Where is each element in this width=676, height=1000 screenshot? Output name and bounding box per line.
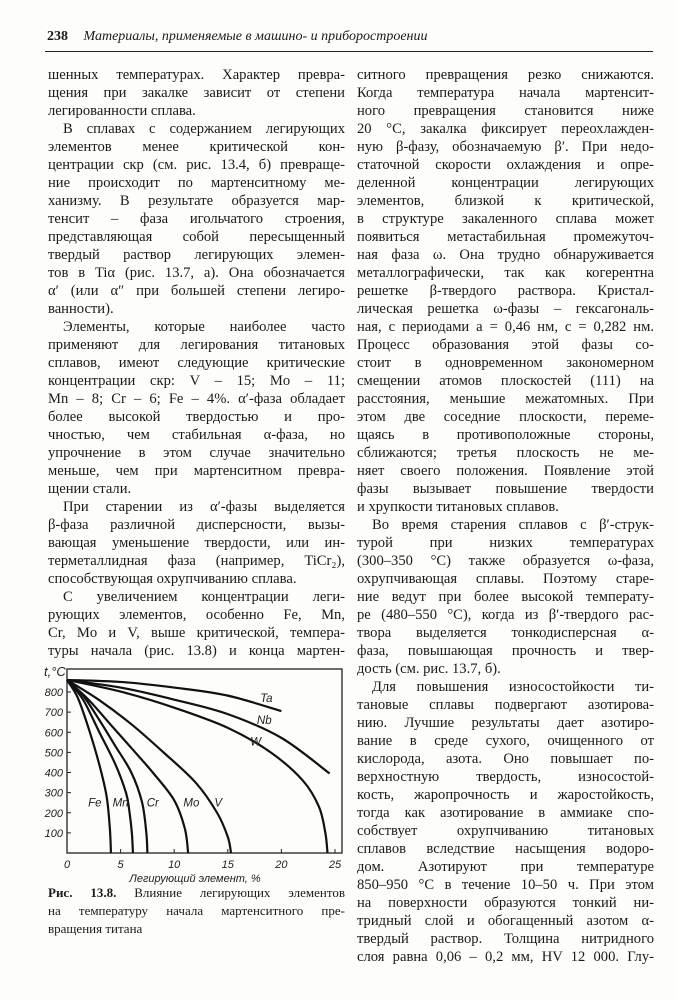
text-line: ванности).	[48, 301, 114, 317]
x-tick-label: 20	[275, 859, 288, 871]
paragraph	[48, 318, 345, 498]
text-line: β-фаза различной дисперсности, вызы-	[48, 517, 345, 533]
text-line: Когда температура начала мартенсит-	[357, 85, 654, 101]
text-line: С увеличением концентрации леги-	[63, 589, 345, 605]
left-text-column	[48, 66, 345, 660]
text-line: тогда как азотирование в аммиаке спо-	[357, 805, 654, 821]
text-line: 850–950 °C в течение 10–50 ч. При этом	[357, 877, 654, 893]
text-line: Элементы, которые наиболее часто	[63, 319, 345, 335]
text-line: 20 °C, закалка фиксирует переохлажден-	[357, 121, 654, 137]
text-line: щения при закалке зависит от степени	[48, 85, 345, 101]
text-line: ре (480–550 °C), когда из β′-твердого рас-	[357, 607, 654, 623]
text-line: сплавов, имеют следующие критические	[48, 355, 345, 371]
y-tick-label: 300	[44, 787, 63, 800]
text-line: тов в Tiα (рис. 13.7, а). Она обозначается	[48, 265, 345, 281]
text-line: ного превращения становится ниже	[357, 103, 654, 119]
text-line: металлографически, так как когерентна	[357, 265, 654, 281]
text-line: ситного превращения резко снижаются.	[357, 67, 654, 83]
text-line: ная, с периодами a = 0,46 нм, c = 0,282 нм.	[357, 319, 654, 335]
text-line: (300–350 °C) также образуется ω-фаза,	[357, 553, 654, 569]
text-line: меньше, чем при мартенситном превра-	[48, 463, 345, 479]
y-tick-label: 800	[44, 687, 63, 699]
text-line: терметаллидная фаза (например, TiCr₂),	[48, 553, 345, 569]
text-line: щаясь в противоположные стороны,	[357, 427, 654, 443]
text-line: представляющая собой пересыщенный	[48, 229, 345, 245]
text-line: туры начала (рис. 13.8) и конца мартен-	[48, 643, 345, 659]
curve-label-v: V	[214, 797, 222, 810]
figure-13-8-chart	[40, 660, 350, 885]
curve-label-fe: Fe	[88, 797, 102, 810]
paragraph	[48, 588, 345, 660]
text-line: ную β-фазу, обозначаемую β′. При недо-	[357, 139, 654, 155]
header-rule	[45, 51, 653, 52]
curve-label-w: W	[250, 736, 262, 749]
x-tick-label: 25	[328, 859, 342, 871]
caption-text: Влияние легирующих элементов	[134, 885, 345, 900]
text-line: тенсит – фаза игольчатого строения,	[48, 211, 345, 227]
curve-label-mn: Mn	[112, 797, 129, 810]
text-line: Для повышения износостойкости ти-	[372, 679, 654, 695]
curve-nb	[67, 680, 330, 774]
text-line: упрочнение в этом случае значительно	[48, 445, 345, 461]
text-line: твердый раствор легирующих элемен-	[48, 247, 345, 263]
text-line: собствует охрупчиванию титановых	[357, 823, 654, 839]
y-tick-label: 600	[44, 727, 63, 740]
text-line: легированности сплава.	[48, 103, 196, 119]
text-line: способствующая охрупчиванию сплава.	[48, 571, 297, 587]
text-line: этом две соседние плоскости, переме-	[357, 409, 654, 425]
text-line: концентрации cкр: V – 15; Mo – 11;	[48, 373, 345, 389]
text-line: нию. Лучшие результаты дает азотиро-	[357, 715, 654, 731]
paragraph	[357, 678, 654, 966]
curve-label-mo: Mo	[183, 797, 200, 810]
text-line: фазы вызывает повышение твердости	[357, 481, 654, 497]
figure-caption	[48, 884, 345, 938]
curve-label-ta: Ta	[260, 693, 273, 706]
text-line: α′ (или α″ при большей степени легиро-	[48, 283, 345, 299]
curve-fe	[67, 680, 111, 853]
text-line: сплавов вследствие насыщения водоро-	[357, 841, 654, 857]
text-line: решетке β-твердого раствора. Кристал-	[357, 283, 654, 299]
text-line: тановые сплавы подвергают азотирова-	[357, 697, 654, 713]
text-line: твердый раствор. Толщина нитридного	[357, 931, 654, 947]
text-line: деленной концентрации легирующих	[357, 175, 654, 191]
curve-label-cr: Cr	[146, 797, 159, 810]
text-line: применяют для легирования титановых	[48, 337, 345, 353]
y-tick-label: 500	[44, 747, 63, 760]
text-line: охрупчивающая сплавы. Поэтому старе-	[357, 571, 654, 587]
text-line: В сплавах с содержанием легирующих	[63, 121, 345, 137]
text-line: смещении атомов плоскостей (111) на	[357, 373, 654, 389]
y-tick-label: 200	[44, 807, 63, 820]
text-line: слоя равна 0,06 – 0,2 мм, HV 12 000. Глу-	[357, 949, 654, 965]
text-line: верхностную твердость, износостой-	[357, 769, 654, 785]
paragraph	[48, 66, 345, 120]
x-axis-label: Легирующий элемент, %	[129, 873, 261, 885]
text-line: щении стали.	[48, 481, 132, 497]
text-line: ная фаза ω. Она трудно обнаруживается	[357, 247, 654, 263]
text-line: и хрупкости титановых сплавов.	[357, 499, 559, 515]
paragraph	[357, 516, 654, 678]
text-line: Процесс образования этой фазы со-	[357, 337, 654, 353]
text-line: появиться метастабильная промежуточ-	[357, 229, 654, 245]
text-line: твора выделяется тонкодисперсная α-	[357, 625, 654, 641]
curve-label-nb: Nb	[256, 715, 272, 728]
x-tick-label: 10	[168, 859, 181, 871]
text-line: ние происходит по мартенситному ме-	[48, 175, 345, 191]
y-tick-label: 700	[44, 707, 63, 720]
paragraph	[48, 120, 345, 318]
y-tick-label: 100	[44, 827, 63, 840]
x-tick-label: 0	[63, 859, 71, 871]
page-header	[47, 29, 428, 45]
text-line: кислорода, азота. Оно повышает по-	[357, 751, 654, 767]
x-tick-label: 5	[117, 859, 124, 871]
text-line: кость, жаропрочность и жаростойкость,	[357, 787, 654, 803]
text-line: турой при низких температурах	[357, 535, 654, 551]
text-line: Mn – 8; Cr – 6; Fe – 4%. α′-фаза обладает	[48, 391, 345, 407]
text-line: в структуре закаленного сплава может	[357, 211, 654, 227]
paragraph	[357, 66, 654, 516]
text-line: сближаются; третья плоскость не ме-	[357, 445, 654, 461]
text-line: Во время старения сплавов с β′-струк-	[372, 517, 654, 533]
caption-line: вращения титана	[48, 921, 143, 936]
text-line: При старении из α′-фазы выделяется	[63, 499, 345, 515]
text-line: центрации cкр (см. рис. 13.4, б) превраще-	[48, 157, 345, 173]
caption-line: на температуру начала мартенситного пре-	[48, 903, 345, 918]
text-line: шенных температурах. Характер превра-	[48, 67, 345, 83]
text-line: ние ведут при более высокой температу-	[357, 589, 654, 605]
text-line: стоит в одновременном закономерном	[357, 355, 654, 371]
text-line: элементов менее критической кон-	[48, 139, 345, 155]
paragraph	[48, 498, 345, 588]
text-line: фаза, повышающая прочность и твер-	[357, 643, 654, 659]
text-line: ханизму. В результате образуется мар-	[48, 193, 345, 209]
text-line: более высокой твердостью и про-	[48, 409, 345, 425]
text-line: вающая уменьшение твердости, или ин-	[48, 535, 345, 551]
text-line: дость (см. рис. 13.7, б).	[357, 661, 501, 677]
text-line: расстояния, меньшие межатомных. При	[357, 391, 654, 407]
text-line: вание в среде сухого, очищенного от	[357, 733, 654, 749]
text-line: лическая решетка ω-фазы – гексагональ-	[357, 301, 654, 317]
caption-line	[48, 884, 345, 902]
text-line: тридный слой и обогащенный азотом α-	[357, 913, 654, 929]
text-line: статочной скорости охлаждения и опре-	[357, 157, 654, 173]
text-line: рующих элементов, особенно Fe, Mn,	[48, 607, 345, 623]
text-line: чностью, чем стабильная α-фаза, но	[48, 427, 345, 443]
text-line: элементов, близкой к критической,	[357, 193, 654, 209]
caption-label: Рис. 13.8.	[48, 885, 117, 900]
text-line: няет своего положения. Появление этой	[357, 463, 654, 479]
right-text-column	[357, 66, 654, 966]
y-tick-label: 400	[44, 767, 63, 780]
text-line: на поверхности образуются тонкий ни-	[357, 895, 654, 911]
x-tick-label: 15	[221, 859, 234, 871]
page-number: 238	[47, 29, 68, 44]
plot-frame	[67, 669, 342, 853]
text-line: дом. Азотируют при температуре	[357, 859, 654, 875]
y-axis-label: t,°C	[44, 664, 66, 679]
text-line: Cr, Mo и V, выше критической, темпера-	[48, 625, 345, 641]
running-title: Материалы, применяемые в машино- и приборостроении	[83, 29, 428, 44]
